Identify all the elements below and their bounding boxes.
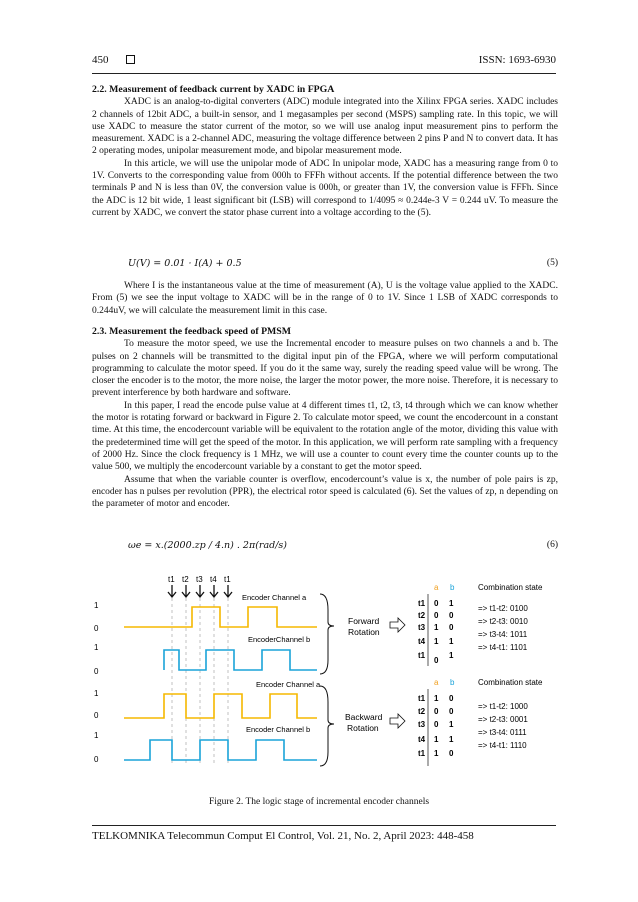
- column-header: Combination state: [478, 583, 543, 592]
- state-label: => t1-t2: 0100: [478, 604, 528, 613]
- svg-text:1: 1: [434, 749, 439, 758]
- backward-state-table: [418, 678, 543, 766]
- state-label: => t3-t4: 1011: [478, 630, 528, 639]
- equation-number: (5): [546, 258, 558, 268]
- level-label: 0: [94, 624, 99, 633]
- rotation-label: Forward: [348, 616, 380, 626]
- equation-5: U(V) = 0.01 · I(A) + 0.5: [128, 258, 242, 269]
- header-rule: [92, 73, 556, 74]
- svg-text:t3: t3: [418, 623, 426, 632]
- level-labels: [94, 601, 99, 764]
- forward-state-table: [418, 583, 543, 666]
- svg-text:0: 0: [434, 611, 439, 620]
- state-label: => t4-t1: 1110: [478, 741, 527, 750]
- svg-text:0: 0: [434, 599, 439, 608]
- level-label: 1: [94, 601, 99, 610]
- svg-text:1: 1: [449, 651, 454, 660]
- svg-text:1: 1: [449, 599, 454, 608]
- page-footer: TELKOMNIKA Telecommun Comput El Control, Vol. 21, No. 2, April 2023: 448-458: [92, 830, 474, 842]
- forward-channel-a-wave: [124, 607, 317, 627]
- svg-text:t2: t2: [418, 611, 426, 620]
- level-label: 0: [94, 711, 99, 720]
- state-label: => t1-t2: 1000: [478, 702, 528, 711]
- equation-number: (6): [546, 540, 558, 550]
- encoder-logic-figure: [92, 570, 562, 790]
- svg-text:t1: t1: [418, 749, 426, 758]
- paragraph: XADC is an analog-to-digital converters (ADC) module integrated into the Xilinx FPGA series. XADC includes 2 channels of 12bit ADC, a built-in sensor, and 1 megasamples per second (MSPS) sampling rate. In this topic, we will use XADC to measure the stator current of the motor, so we will use analog input measurement pins to perform the measurement. XADC is a 2-channel ADC, measuring the voltage difference between 2 pins P and N to convert data. It has 2 operating modes, unipolar measurement mode, and bipolar measurement mode.: [92, 97, 558, 157]
- svg-text:t3: t3: [418, 720, 426, 729]
- svg-text:t1: t1: [418, 651, 426, 660]
- svg-text:0: 0: [449, 749, 454, 758]
- arrow-right-icon: [390, 618, 405, 632]
- state-label: => t3-t4: 0111: [478, 728, 527, 737]
- rotation-label: Rotation: [347, 723, 379, 733]
- footer-rule: [92, 825, 556, 826]
- state-label: => t2-t3: 0001: [478, 715, 528, 724]
- paragraph: Where I is the instantaneous value at the time of measurement (A), U is the voltage value applied to the XADC. From (5) we see the input voltage to XADC will be in the range of 0 to 1V. Since 1 LSB of XADC corresponds to 0.244uV, we will calculate the measurement limit in this case.: [92, 281, 558, 316]
- paragraph: Assume that when the variable counter is overflow, encodercount’s value is x, the number of pole pairs is zp, encoder has n pulses per revolution (PPR), the electrical rotor speed is calculated (6). Set the values of zp, n depending on the parameter of motor and encoder.: [92, 474, 558, 510]
- paragraph: To measure the motor speed, we use the Incremental encoder to measure pulses on two channels a and b. The pulses on 2 channels will be transmitted to the digital input pin of the FPGA, where we will perform computational programming to calculate the motor speed. If you do it the same way, surely the reading speed value will be wrong. The closer the encoder is to the motor, the more noise, the larger the motor power, the more noise. Therefore, it is necessary to prevent interference by both hardware and software.: [92, 339, 558, 399]
- section-2-2: [92, 84, 558, 219]
- section-title: 2.2. Measurement of feedback current by XADC in FPGA: [92, 84, 335, 95]
- svg-text:1: 1: [434, 637, 439, 646]
- column-header: b: [450, 678, 455, 687]
- svg-text:0: 0: [449, 611, 454, 620]
- rotation-label: Rotation: [348, 627, 380, 637]
- down-arrow-icons: [168, 585, 232, 597]
- channel-label: EncoderChannel b: [248, 635, 311, 644]
- brace: [320, 686, 334, 766]
- time-mark-label: t1: [224, 575, 231, 584]
- svg-text:1: 1: [434, 694, 439, 703]
- svg-text:0: 0: [434, 720, 439, 729]
- time-mark-label: t3: [196, 575, 203, 584]
- brace: [320, 594, 334, 674]
- forward-channel-b-wave: [164, 650, 317, 670]
- paragraph: In this paper, I read the encode pulse value at 4 different times t1, t2, t3, t4 through which we can know whether the motor is rotating forward or backward in Figure 2. To calculate motor speed, we count the encodercount in a constant time. At this time, the encodercount variable will be equivalent to the rotation angle of the motor, dividing this value with the predetermined time will get the speed of the motor. In this application, we will perform rate sampling with a frequency of 2000 Hz. Since the clock frequency is 1 MHz, we will use a counter to count every time the counter counts up to the value 500, we multiply the encodercount variable by a constant to get the motor speed.: [92, 400, 558, 473]
- svg-text:0: 0: [434, 707, 439, 716]
- channel-label: Encoder Channel a: [256, 680, 321, 689]
- state-label: => t2-t3: 0010: [478, 617, 528, 626]
- svg-text:1: 1: [449, 637, 454, 646]
- column-header: Combination state: [478, 678, 543, 687]
- svg-text:t4: t4: [418, 637, 426, 646]
- level-label: 0: [94, 755, 99, 764]
- equation-6: ωe = x.(2000.zp / 4.n) . 2π(rad/s): [128, 540, 287, 551]
- svg-text:1: 1: [449, 720, 454, 729]
- svg-text:1: 1: [434, 623, 439, 632]
- svg-text:t1: t1: [418, 599, 426, 608]
- channel-label: Encoder Channel b: [246, 725, 311, 734]
- svg-text:t4: t4: [418, 735, 426, 744]
- arrow-right-icon: [390, 714, 405, 728]
- time-mark-label: t1: [168, 575, 175, 584]
- svg-text:0: 0: [449, 623, 454, 632]
- issn: ISSN: 1693-6930: [478, 54, 556, 66]
- figure-caption: Figure 2. The logic stage of incremental encoder channels: [208, 797, 430, 807]
- channel-label: Encoder Channel a: [242, 593, 307, 602]
- time-mark-label: t2: [182, 575, 189, 584]
- svg-text:0: 0: [449, 707, 454, 716]
- column-header: a: [434, 583, 439, 592]
- level-label: 1: [94, 689, 99, 698]
- svg-text:t1: t1: [418, 694, 426, 703]
- rotation-label: Backward: [345, 712, 383, 722]
- paragraph: In this article, we will use the unipolar mode of ADC In unipolar mode, XADC has a measuring range from 0 to 1V. Converts to the corresponding value from 000h to FFFh without accents. If the potential difference between the two terminals P and N is less than 0V, the conversion value is 000h, or greater than 1V, the conversion value is FFFh. Since the ADC is 12 bit wide, 1 least significant bit (LSB) will correspond to 1/4095 ≈ 0.244e-3 V = 0.244 uV. To measure the current by XADC, we convert the stator phase current into a voltage according to the (5).: [92, 158, 558, 218]
- section-2-3: [92, 326, 558, 510]
- svg-text:0: 0: [449, 694, 454, 703]
- section-title: 2.3. Measurement the feedback speed of PMSM: [92, 326, 291, 337]
- checkbox-icon: [126, 55, 135, 64]
- level-label: 1: [94, 731, 99, 740]
- column-header: a: [434, 678, 439, 687]
- page-header: [92, 54, 556, 72]
- time-mark-label: t4: [210, 575, 217, 584]
- page-number: 450: [92, 54, 109, 66]
- svg-text:t2: t2: [418, 707, 426, 716]
- backward-channel-b-wave: [124, 740, 317, 760]
- svg-text:0: 0: [434, 656, 439, 665]
- column-header: b: [450, 583, 455, 592]
- svg-text:1: 1: [434, 735, 439, 744]
- section-2-2-cont: [92, 280, 558, 317]
- backward-channel-a-wave: [124, 694, 317, 718]
- level-label: 1: [94, 643, 99, 652]
- state-label: => t4-t1: 1101: [478, 643, 528, 652]
- level-label: 0: [94, 667, 99, 676]
- svg-text:1: 1: [449, 735, 454, 744]
